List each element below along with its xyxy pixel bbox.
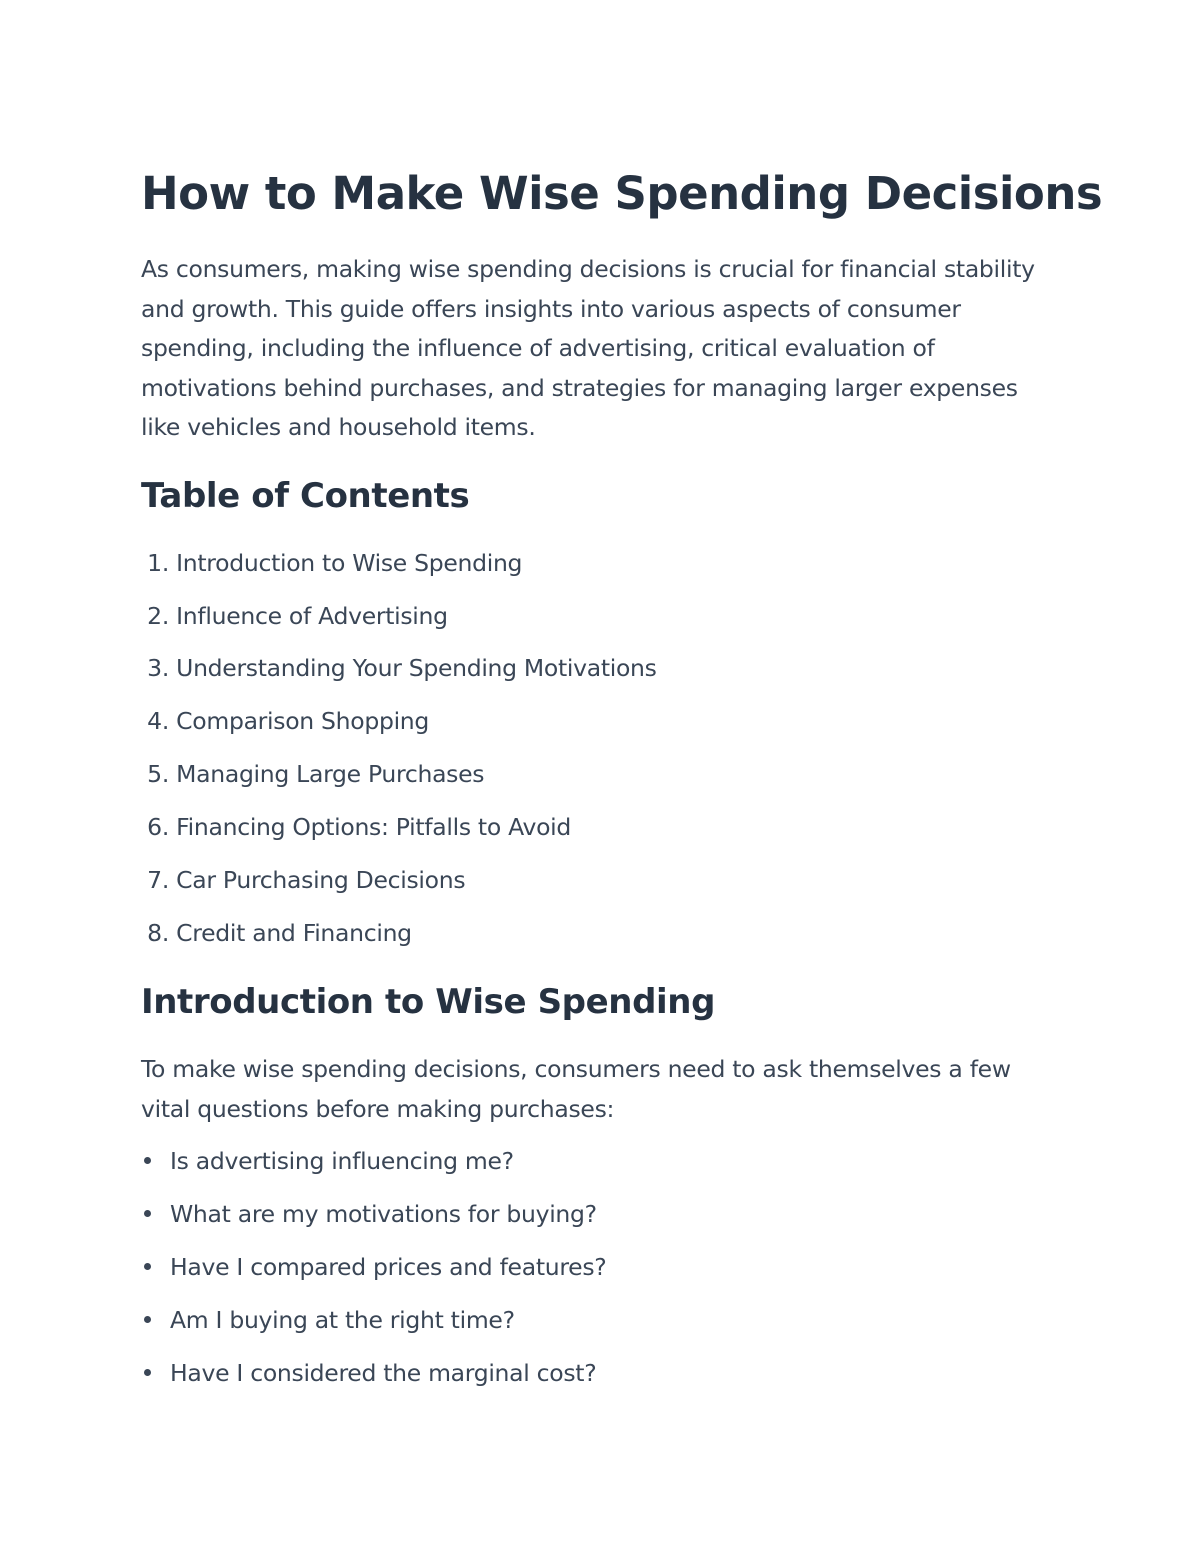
toc-item[interactable] — [139, 548, 522, 578]
list-item-text: Have I considered the marginal cost? — [170, 1359, 597, 1387]
list-item — [141, 1146, 514, 1176]
toc-item[interactable] — [139, 706, 429, 736]
list-item — [141, 1305, 515, 1335]
introduction-paragraph: To make wise spending decisions, consumers need to ask themselves a few vital questions before making purchases: — [141, 1055, 1011, 1123]
toc-item-number: 5. — [147, 760, 169, 788]
toc-item[interactable] — [139, 918, 412, 948]
toc-item-number: 3. — [147, 654, 169, 682]
toc-item-number: 1. — [147, 549, 169, 577]
list-item-text: Have I compared prices and features? — [170, 1253, 607, 1281]
section-heading-introduction: Introduction to Wise Spending — [141, 982, 716, 1022]
toc-item-label: Car Purchasing Decisions — [176, 866, 466, 894]
toc-item-label: Introduction to Wise Spending — [176, 549, 523, 577]
toc-item-number: 4. — [147, 707, 169, 735]
toc-heading: Table of Contents — [141, 476, 470, 516]
bullet-icon — [144, 1157, 151, 1164]
toc-item-label: Understanding Your Spending Motivations — [176, 654, 657, 682]
list-item-text: Am I buying at the right time? — [170, 1306, 515, 1334]
toc-item-label: Credit and Financing — [176, 919, 412, 947]
list-item — [141, 1252, 606, 1282]
list-item-text: What are my motivations for buying? — [170, 1200, 597, 1228]
toc-item-label: Managing Large Purchases — [176, 760, 485, 788]
toc-item-number: 6. — [147, 813, 169, 841]
bullet-icon — [144, 1263, 151, 1270]
bullet-icon — [144, 1369, 151, 1376]
toc-item-label: Comparison Shopping — [176, 707, 430, 735]
toc-item[interactable] — [139, 812, 571, 842]
toc-item[interactable] — [139, 653, 657, 683]
toc-item[interactable] — [139, 601, 448, 631]
toc-item[interactable] — [139, 865, 465, 895]
toc-item-label: Influence of Advertising — [176, 602, 448, 630]
toc-item[interactable] — [139, 759, 484, 789]
toc-item-label: Financing Options: Pitfalls to Avoid — [176, 813, 572, 841]
intro-paragraph: As consumers, making wise spending decisions is crucial for financial stability and growth. This guide offers insights into various aspects of consumer spending, including the influence of advertising, critical evaluation of motivations behind purchases, and strategies for managing larger expenses like vehicles and household items. — [141, 255, 1035, 442]
bullet-icon — [144, 1210, 151, 1217]
list-item — [141, 1199, 597, 1229]
list-item-text: Is advertising influencing me? — [170, 1147, 514, 1175]
list-item — [141, 1358, 596, 1388]
toc-item-number: 2. — [147, 602, 169, 630]
toc-item-number: 7. — [147, 866, 169, 894]
toc-item-number: 8. — [147, 919, 169, 947]
bullet-icon — [144, 1316, 151, 1323]
page-title: How to Make Wise Spending Decisions — [141, 167, 1103, 220]
